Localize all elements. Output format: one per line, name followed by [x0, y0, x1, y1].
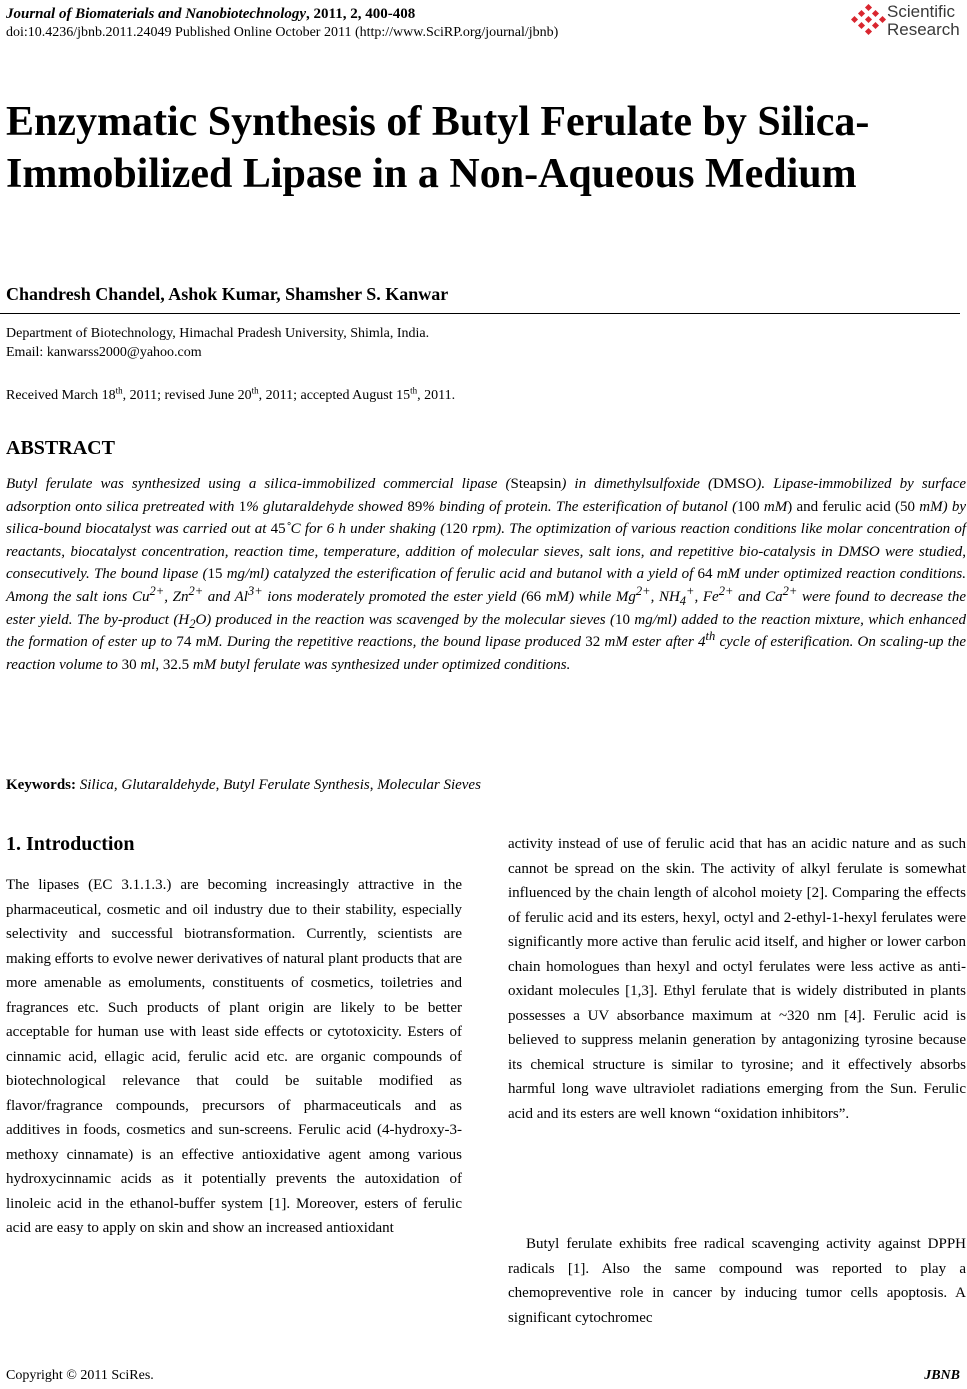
abstract-sup: 2+: [188, 583, 204, 598]
keyword: Glutaraldehyde: [121, 777, 216, 793]
abstract-heading: ABSTRACT: [6, 437, 115, 459]
abstract-number: 30: [121, 656, 137, 673]
abstract-number: 74: [176, 634, 192, 651]
abstract-sup: 3+: [247, 583, 263, 598]
abstract-number: 100: [737, 498, 760, 515]
abstract-punct: ) and ferulic acid (: [787, 498, 901, 515]
title-divider: [0, 313, 960, 314]
footer-copyright: Copyright © 2011 SciRes.: [6, 1368, 154, 1383]
body-paragraph-right-2: Butyl ferulate exhibits free radical scavenging activity against DPPH radicals [1]. Also the same compound was reported to play a chemopreventive role in cancer by inducing tumor cells apoptosis. A significant cytochromec: [508, 1236, 966, 1326]
abstract-text: mM butyl ferulate was synthesized under optimized conditions.: [189, 656, 571, 673]
abstract-body: [6, 473, 966, 676]
abstract-text: , Zn: [164, 588, 189, 605]
received-text-4: , 2011.: [417, 388, 456, 403]
logo-wordmark: [887, 3, 960, 39]
abstract-text: ) catalyzed the esterification of ferulic acid and butanol with a yield of: [264, 566, 698, 583]
abstract-text: were found to decrease the ester yield. The by-product (H: [6, 588, 967, 628]
abstract-text: ) in dimethylsulfoxide (: [561, 476, 714, 492]
abstract-number: 50: [900, 498, 916, 515]
keyword: Silica: [79, 777, 114, 793]
received-text-2: , 2011; revised June 20: [122, 388, 252, 403]
abstract-text: cycle of esterification. On scaling-up the reaction volume to: [6, 634, 966, 673]
abstract-text: ). Lipase-immobilized by surface adsorption onto silica pretreated with: [6, 476, 967, 515]
section-heading-introduction: 1. Introduction: [6, 833, 135, 855]
abstract-text: mM under optimized reaction conditions. Among the salt ions Cu: [6, 566, 966, 605]
abstract-text: ions moderately promoted the ester yield (: [262, 588, 527, 605]
abstract-text: % binding of protein. The esterification of butanol (: [422, 498, 738, 515]
abstract-text: ) by silica-bound biocatalyst was carried out at: [6, 498, 967, 538]
abstract-text: ) added to the reaction mixture, which enhanced the formation of ester up to: [6, 611, 966, 651]
abstract-punct: ,: [396, 543, 406, 560]
contact-email: Email: kanwarss2000@yahoo.com: [6, 345, 202, 360]
journal-volume: , 2011, 2, 400-408: [306, 6, 416, 22]
abstract-text: , Fe: [694, 588, 719, 605]
abstract-unit: mM: [541, 588, 570, 605]
keywords-label: Keywords: [6, 777, 71, 793]
abstract-number: 120: [445, 521, 468, 538]
abstract-term: DMSO: [713, 476, 757, 492]
abstract-text: mM ester after 4: [600, 634, 706, 651]
scientific-research-logo-icon: [851, 4, 887, 40]
abstract-number: 10: [615, 611, 630, 628]
abstract-sub: 2: [189, 616, 196, 631]
abstract-text: and Al: [203, 588, 248, 605]
abstract-text: Butyl ferulate was synthesized using a silica-immobilized commercial lipase (: [6, 476, 511, 492]
keywords-colon: :: [71, 777, 80, 793]
body-paragraph-left: The lipases (EC 3.1.1.3.) are becoming increasingly attractive in the pharmaceutical, cosmetic and oil industry due to their stability, especially selectivity and successful biotransformation. Currently, scientists are making efforts to evolve newer derivatives of natural plant products that are more amenable as emoluments, constituents of cosmetics, toiletries and fragrances etc. Such products of plant origin are likely to be better acceptable for human use with least side effects or cytotoxicity. Esters of cinnamic acid, ellagic acid, ferulic acid etc. are organic compounds of biotechnological relevance that could be suitable modified as flavor/fragrance compounds, precursors of pharmaceuticals and as additives in foods, cosmetics and sun-screens. Ferulic acid (4-hydroxy-3-methoxy cinnamate) is an effective antioxidative agent among various hydroxycinnamic acids as it potentially prevents the autoxidation of linoleic acid in the ethanol-buffer system [1]. Moreover, esters of ferulic acid are easy to apply on skin and show an increased antioxidant: [6, 877, 462, 1236]
received-sup-2: th: [251, 385, 259, 396]
abstract-number: 32.5: [162, 656, 190, 673]
received-sup-3: th: [410, 385, 418, 396]
abstract-text: ). The optimization of various reaction conditions like molar concentration of reactants, biocatalyst concentration, reaction time, temperature: [6, 521, 966, 560]
author-list: Chandresh Chandel, Ashok Kumar, Shamsher S. Kanwar: [6, 284, 449, 304]
paper-title: Enzymatic Synthesis of Butyl Ferulate by Silica-Immobilized Lipase in a Non-Aqueous Medium: [6, 99, 870, 197]
abstract-text: consecutively. The bound lipase (: [6, 566, 208, 583]
abstract-sup: 2+: [718, 583, 734, 598]
affiliation: Department of Biotechnology, Himachal Pradesh University, Shimla, India.: [6, 326, 430, 341]
abstract-punct: ,: [155, 656, 163, 673]
abstract-text: and Ca: [733, 588, 783, 605]
journal-citation: [6, 4, 415, 24]
received-dates: [6, 386, 455, 405]
abstract-unit: mg/ml: [630, 611, 672, 628]
abstract-unit: mM: [759, 498, 788, 515]
keyword: Butyl Ferulate Synthesis: [223, 777, 370, 793]
body-paragraph-right: activity instead of use of ferulic acid that has an acidic nature and as such cannot be spread on the skin. The activity of alkyl ferulate is somewhat influenced by the chain length of alcohol moiety [2]. Comparing the effects of ferulic acid and its esters, hexyl, octyl and 2-ethyl-1-hexyl ferulates were significantly more active than ferulic acid itself, and higher or lower carbon chain homologues than hexyl and octyl ferulates were less active as anti-oxidant molecules [1,3]. Ethyl ferulate that is widely distributed in plants possesses a UV absorbance maximum at ~320 nm [4]. Ferulic acid is believed to suppress melanin generation by antagonizing tyrosine because its chemical structure is similar to tyrosine; and it effectively absorbs harmful long wave ultraviolet radiations emerging from the Sun. Ferulic acid and its esters are well known “oxidation inhibitors”.: [508, 836, 966, 1122]
abstract-number: 66: [526, 588, 542, 605]
abstract-number: 64: [697, 566, 713, 583]
abstract-number: 45: [270, 521, 286, 538]
abstract-sup: 2+: [782, 583, 798, 598]
abstract-sup: 2+: [635, 583, 651, 598]
journal-name: Journal of Biomaterials and Nanobiotechnology: [6, 6, 307, 22]
abstract-unit: mg/ml: [222, 566, 265, 583]
abstract-sup: th: [705, 629, 716, 644]
abstract-text: O) produced in the reaction was scavenged by the molecular sieves (: [195, 611, 615, 628]
keyword-separator: ,: [369, 777, 378, 793]
affiliation-block: [6, 324, 429, 362]
abstract-text: ˚C for 6 h under shaking (: [285, 521, 446, 538]
keywords-line: [6, 774, 481, 796]
abstract-number: 89: [407, 498, 423, 515]
doi-line: doi:10.4236/jbnb.2011.24049 Published Online October 2011 (http://www.SciRP.org/journal/jbnb): [6, 25, 559, 40]
logo-line-2: Research: [887, 20, 960, 39]
abstract-unit: ml: [136, 656, 156, 673]
keyword: Molecular Sieves: [377, 777, 481, 793]
abstract-sup: +: [686, 583, 695, 598]
received-text-1: Received March 18: [6, 388, 116, 403]
abstract-text: ) while Mg: [569, 588, 636, 605]
abstract-text: mM. During the repetitive reactions, the bound lipase produced: [191, 634, 586, 651]
abstract-number: 15: [207, 566, 223, 583]
abstract-term: Steapsin: [510, 476, 562, 492]
received-sup-1: th: [115, 385, 123, 396]
abstract-text: , NH: [650, 588, 680, 605]
received-text-3: , 2011; accepted August 15: [258, 388, 411, 403]
abstract-text: % glutaraldehyde showed: [246, 498, 408, 515]
abstract-number: 32: [585, 634, 601, 651]
publisher-logo[interactable]: [851, 2, 967, 44]
abstract-unit: rpm: [467, 521, 497, 538]
abstract-sup: 2+: [149, 583, 165, 598]
abstract-number: 1: [238, 498, 247, 515]
abstract-text: addition of molecular sieves, salt ions, and repetitive bio-catalysis in DMSO were studied: [405, 543, 963, 560]
abstract-unit: mM: [915, 498, 943, 515]
footer-journal-abbrev: JBNB: [924, 1368, 960, 1383]
keyword-separator: ,: [215, 777, 224, 793]
keyword-separator: ,: [113, 777, 122, 793]
abstract-sub: 4: [679, 593, 687, 608]
abstract-punct: ,: [962, 543, 966, 560]
logo-line-1: Scientific: [887, 2, 956, 21]
